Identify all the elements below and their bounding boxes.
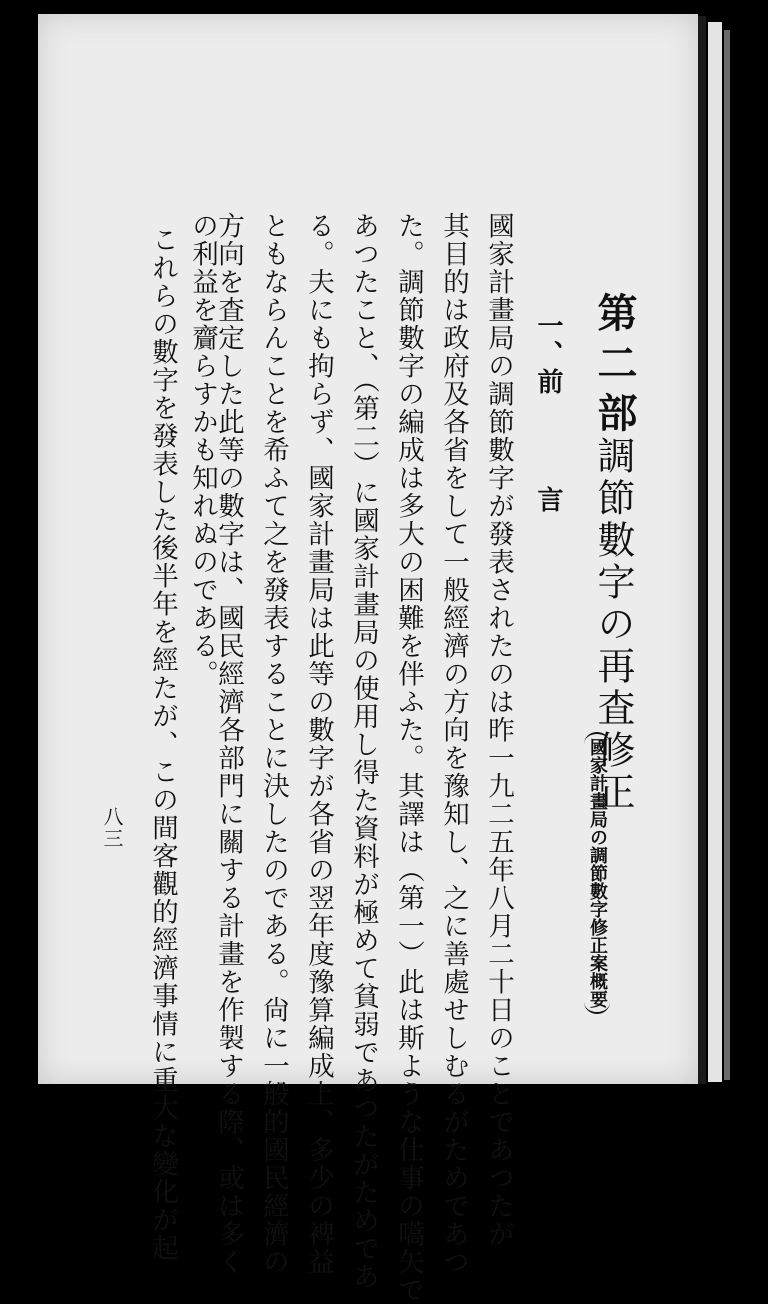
page-number: 八三 [100,806,124,850]
body-line-1: 國家計畫局の調節數字が發表されたのは昨一九二五年八月二十日のことであつたが [483,212,514,1248]
page-edge-shadow [698,16,706,1084]
chapter-title: 調節數字の再査修正 [591,436,635,814]
section-heading [530,312,567,514]
body-line-2: 其目的は政府及各省をして一般經濟の方向を豫知し、之に善處せしむるがためであつ [438,212,469,1276]
part-heading: 第二部 [591,292,638,442]
body-line-8: の利益を齎らすかも知れぬのである。 [187,212,218,688]
body-line-3: た。調節數字の編成は多大の困難を伴ふた。其譯は（第一）此は斯ような仕事の嚆矢で [393,212,424,1304]
section-title-second-char: 言 [533,486,563,514]
title-note: 國家計畫局の調節數字修正案概要 [584,732,610,1014]
section-title-first-char: 前 [533,368,563,396]
page-edge [708,22,722,1082]
body-line-6: ともならんことを希ふて之を發表することに決したのである。尙に一般的國民經濟の [258,212,289,1276]
body-line-4: あつたこと、（第二）に國家計畫局の使用し得た資料が極めて貧弱であつたがためであ [348,212,379,1291]
body-line-7: 方向を査定した此等の數字は、國民經濟各部門に關する計畫を作製する際、或は多く [213,212,244,1276]
binding-edge [724,30,730,1080]
body-line-5: る。夫にも拘らず、國家計畫局は此等の數字が各省の翌年度豫算編成上、多少の裨益 [303,212,334,1276]
body-line-9: これらの數字を發表した後半年を經たが、この間客觀的經濟事情に重大な變化が起 [147,226,178,1262]
section-number: 一、 [533,312,563,368]
